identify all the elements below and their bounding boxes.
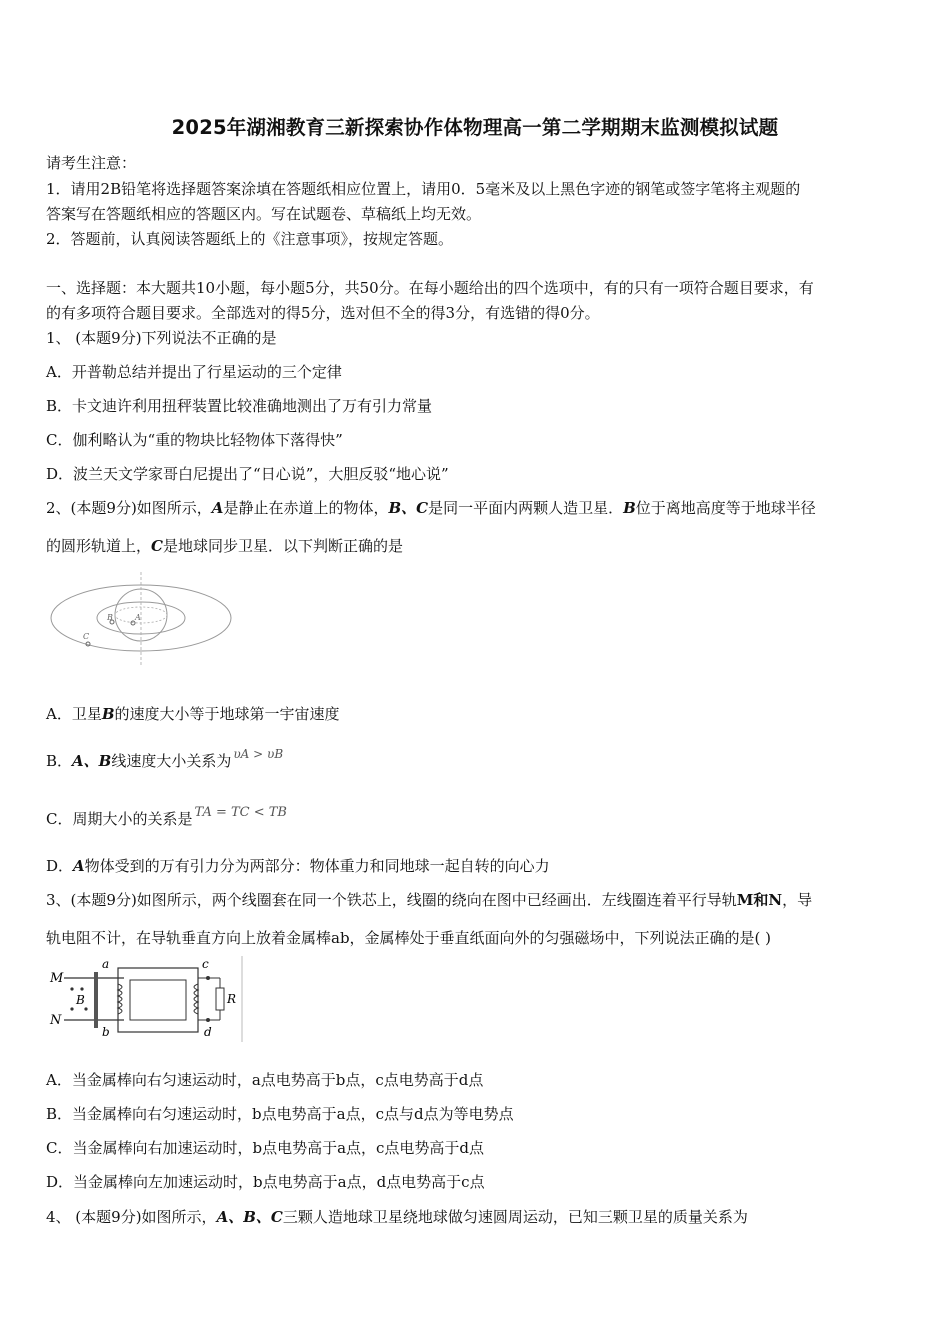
- q2-stem-line2: 的圆形轨道上，C是地球同步卫星．以下判断正确的是: [46, 537, 403, 555]
- section-intro-2: 的有多项符合题目要求。全部选对的得5分，选对但不全的得3分，有选错的得0分。: [46, 304, 600, 322]
- q2-option-a: A．卫星B的速度大小等于地球第一宇宙速度: [46, 705, 340, 723]
- notice-item-2: 2．答题前，认真阅读答题纸上的《注意事项》，按规定答题。: [46, 230, 454, 248]
- q1-stem: 1、 (本题9分)下列说法不正确的是: [46, 329, 277, 347]
- q3-option-d: D．当金属棒向左加速运动时，b点电势高于a点，d点电势高于c点: [46, 1173, 485, 1191]
- notice-item-1a: 1．请用2B铅笔将选择题答案涂填在答题纸相应位置上，请用0．5毫米及以上黑色字迹的钢笔或签字笔将主观题的: [46, 180, 801, 198]
- label-r: R: [227, 992, 237, 1006]
- q3-option-a: A．当金属棒向右匀速运动时，a点电势高于b点，c点电势高于d点: [46, 1071, 484, 1089]
- q1-option-c: C．伽利略认为“重的物块比轻物体下落得快”: [46, 431, 343, 449]
- q3-stem-line1: 3、(本题9分)如图所示，两个线圈套在同一个铁芯上，线圈的绕向在图中已经画出．左线圈连着平行导轨M和N，导: [46, 891, 813, 909]
- q1-option-b: B．卡文迪许利用扭秤装置比较准确地测出了万有引力常量: [46, 397, 433, 415]
- q4-stem: 4、 (本题9分)如图所示，A、B、C三颗人造地球卫星绕地球做匀速圆周运动，已知三颗卫星的质量关系为: [46, 1208, 748, 1226]
- right-coil: [194, 984, 198, 1014]
- label-b: B: [107, 613, 113, 622]
- resistor: [216, 988, 224, 1010]
- q2-option-b: B．A、B线速度大小关系为 $^{\upsilon A > \upsilon B}$: [46, 747, 284, 770]
- notice-item-1b: 答案写在答题纸相应的答题区内。写在试题卷、草稿纸上均无效。: [46, 205, 482, 223]
- notice-heading: 请考生注意：: [46, 154, 137, 172]
- metal-rod-ab: [94, 972, 98, 1028]
- q1-option-a: A．开普勒总结并提出了行星运动的三个定律: [46, 363, 342, 381]
- q1-option-d: D．波兰天文学家哥白尼提出了“日心说”，大胆反驳“地心说”: [46, 465, 449, 483]
- q3-option-c: C．当金属棒向右加速运动时，b点电势高于a点，c点电势高于d点: [46, 1139, 485, 1157]
- q2-option-c: C．周期大小的关系是 TA = TC < TB: [46, 805, 287, 828]
- q3-transformer-figure: [46, 956, 246, 1044]
- label-a: A: [135, 613, 141, 622]
- label-a: a: [102, 957, 110, 971]
- label-c: C: [83, 632, 90, 641]
- label-m: M: [50, 971, 64, 986]
- page-title: 2025年湖湘教育三新探索协作体物理高一第二学期期末监测模拟试题: [171, 116, 779, 139]
- label-c: c: [202, 957, 209, 971]
- section-intro-1: 一、选择题：本大题共10小题，每小题5分，共50分。在每小题给出的四个选项中，有的只有一项符合题目要求，有: [46, 279, 814, 297]
- label-d: d: [204, 1025, 212, 1039]
- q2-option-d: D．A物体受到的万有引力分为两部分：物体重力和同地球一起自转的向心力: [46, 857, 550, 875]
- q3-stem-line2: 轨电阻不计，在导轨垂直方向上放着金属棒ab，金属棒处于垂直纸面向外的匀强磁场中，下列说法正确的是( ): [46, 929, 772, 947]
- label-b-point: b: [102, 1025, 110, 1039]
- label-n: N: [50, 1013, 62, 1028]
- label-field-b: B: [76, 993, 85, 1007]
- q2-stem-line1: 2、(本题9分)如图所示，A是静止在赤道上的物体，B、C是同一平面内两颗人造卫星．B位于离地高度等于地球半径: [46, 499, 816, 517]
- q3-option-b: B．当金属棒向右匀速运动时，b点电势高于a点，c点与d点为等电势点: [46, 1105, 514, 1123]
- q2-orbit-figure: [46, 568, 246, 668]
